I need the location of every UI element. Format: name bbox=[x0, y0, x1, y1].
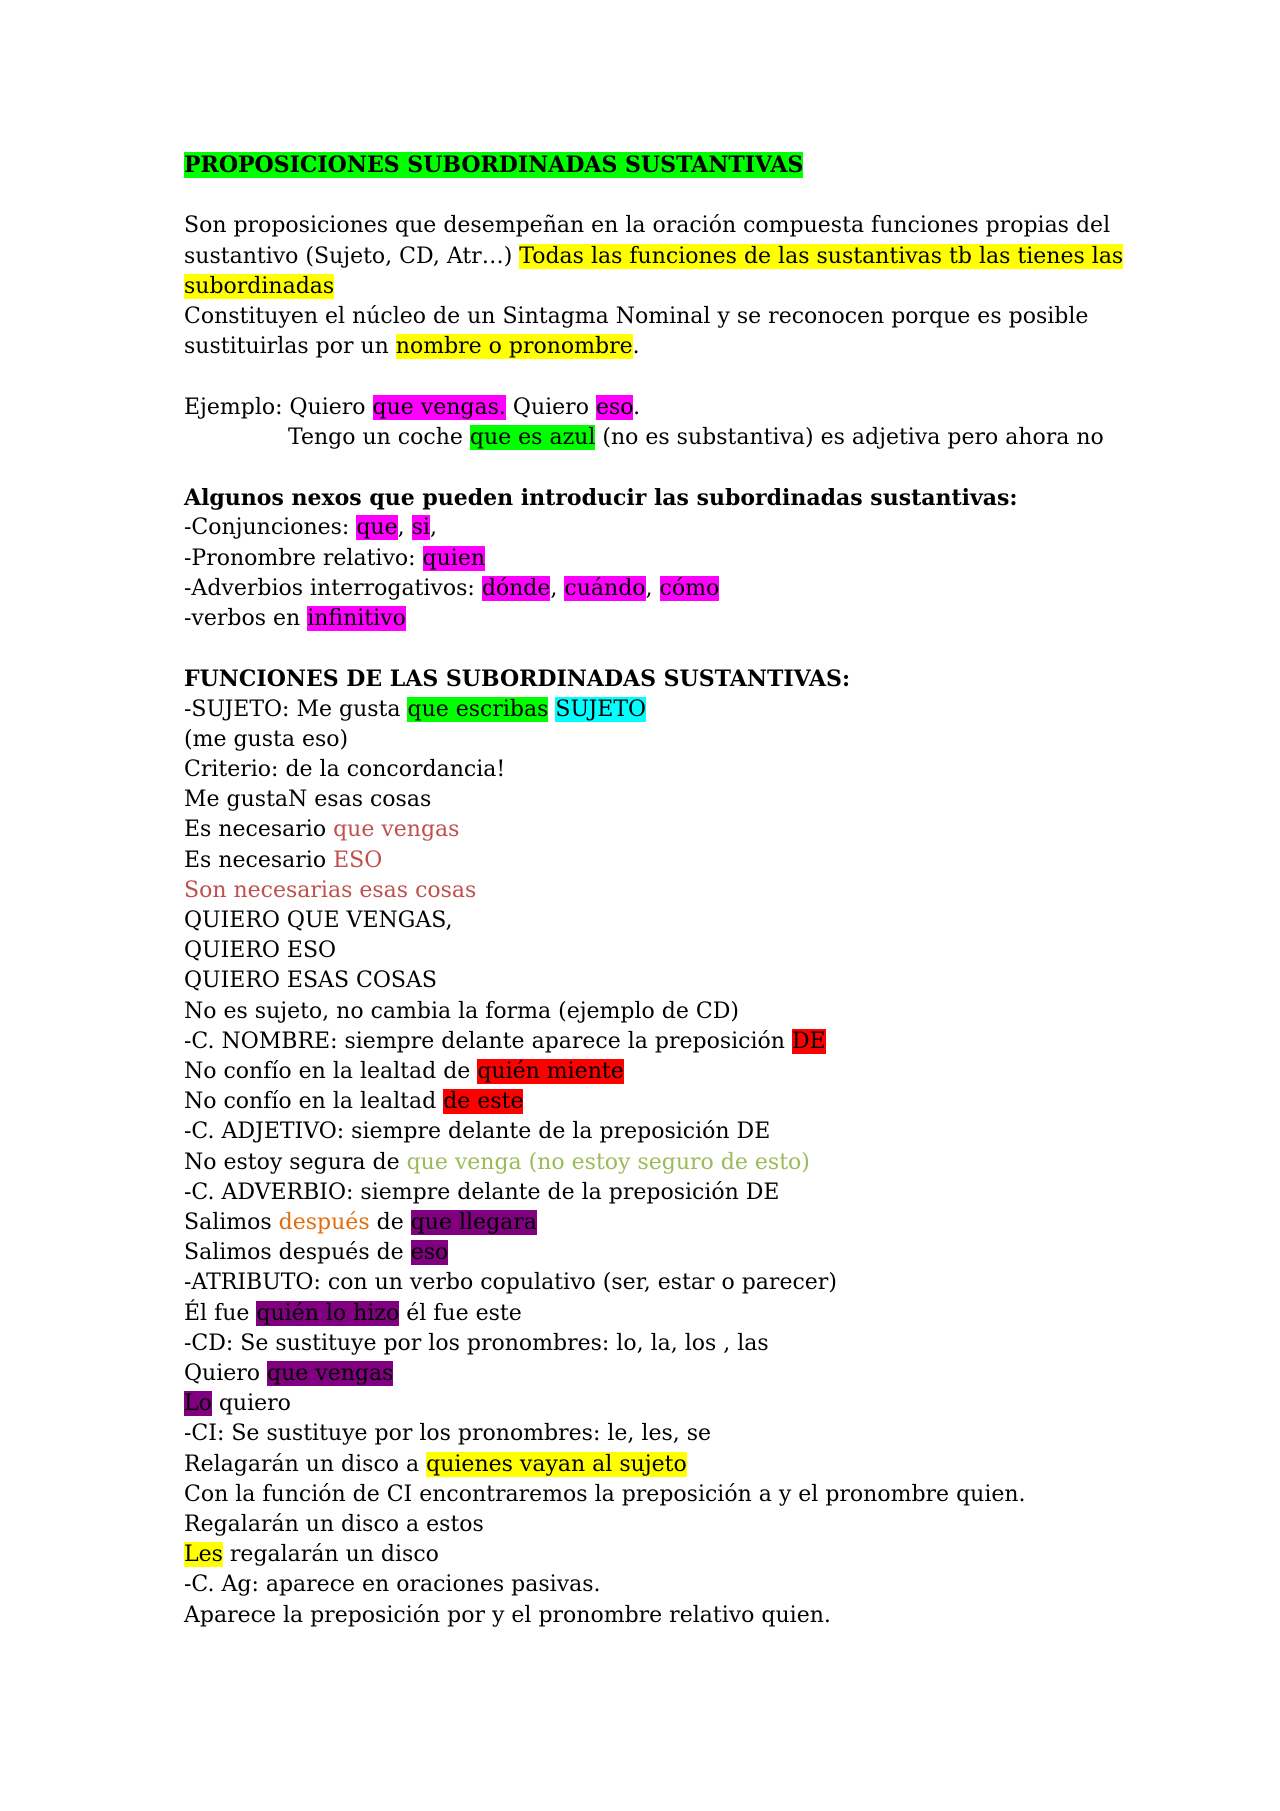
intro-text: Son proposiciones que desempeñan en la oración compuesta funciones propias del sustantivo (Sujeto, CD, Atr…) bbox=[184, 213, 1111, 269]
nexos-verbos bbox=[184, 604, 1124, 634]
funciones-line: Aparece la preposición por y el pronombre relativo quien. bbox=[184, 1602, 831, 1628]
funciones-line: -ATRIBUTO: con un verbo copulativo (ser, estar o parecer) bbox=[184, 1270, 837, 1296]
text: Salimos después de bbox=[184, 1240, 411, 1266]
funciones-line bbox=[184, 1540, 1124, 1570]
separator: , bbox=[397, 515, 412, 541]
document-content bbox=[184, 150, 1124, 1631]
funciones-line bbox=[184, 1057, 1124, 1087]
funciones-line bbox=[184, 1450, 1124, 1480]
intro-paragraph-3 bbox=[184, 332, 1124, 362]
text: Es necesario bbox=[184, 847, 334, 873]
example-line-1 bbox=[184, 393, 1124, 423]
separator: , bbox=[429, 515, 437, 541]
page-title: PROPOSICIONES SUBORDINADAS SUSTANTIVAS bbox=[184, 152, 804, 178]
highlight: DE bbox=[791, 1028, 826, 1054]
nexos-pronombre bbox=[184, 544, 1124, 574]
example-text: (no es substantiva) es adjetiva pero ahora no bbox=[595, 424, 1104, 450]
funciones-line: Regalarán un disco a estos bbox=[184, 1512, 484, 1538]
separator: , bbox=[645, 575, 660, 601]
intro-highlight: Todas las funciones de las sustantivas tb las tienes las subordinadas bbox=[184, 243, 1124, 299]
example-line-2 bbox=[184, 423, 1124, 453]
funciones-line bbox=[184, 1087, 1124, 1117]
nexo: cómo bbox=[659, 575, 720, 601]
nexo: infinitivo bbox=[307, 606, 406, 631]
highlight: Lo bbox=[184, 1391, 212, 1417]
highlight: Les bbox=[184, 1542, 223, 1568]
intro-text: sustituirlas por un bbox=[184, 334, 396, 360]
text: Quiero bbox=[184, 1361, 268, 1387]
nexos-conjunciones bbox=[184, 513, 1124, 543]
highlight: que llegara bbox=[410, 1210, 537, 1236]
highlight: quién miente bbox=[477, 1059, 624, 1085]
funciones-line bbox=[184, 1359, 1124, 1389]
nexo: dónde bbox=[481, 575, 551, 601]
example-text: Tengo un coche bbox=[288, 424, 470, 450]
funciones-line: Con la función de CI encontraremos la preposición a y el pronombre quien. bbox=[184, 1481, 1026, 1507]
separator: , bbox=[550, 575, 565, 601]
text: -C. NOMBRE: siempre delante aparece la preposición bbox=[184, 1028, 792, 1054]
highlight: que vengas bbox=[267, 1361, 394, 1387]
nexo: quien bbox=[422, 545, 486, 571]
funciones-line bbox=[184, 1299, 1124, 1329]
funciones-line bbox=[184, 1027, 1124, 1057]
nexo: cuándo bbox=[564, 575, 646, 601]
label: -Conjunciones: bbox=[184, 515, 357, 541]
text: Es necesario bbox=[184, 817, 334, 843]
nexo: si bbox=[411, 515, 430, 541]
funciones-line: -C. ADJETIVO: siempre delante de la preposición DE bbox=[184, 1119, 771, 1145]
punctuation: . bbox=[633, 394, 641, 420]
funciones-line: -CD: Se sustituye por los pronombres: lo, la, los , las bbox=[184, 1330, 769, 1356]
text: Salimos bbox=[184, 1210, 279, 1236]
nexo: que bbox=[356, 515, 398, 541]
funciones-line: -C. Ag: aparece en oraciones pasivas. bbox=[184, 1572, 601, 1598]
text: de bbox=[369, 1210, 411, 1236]
title-line bbox=[184, 150, 1124, 181]
funciones-line: No es sujeto, no cambia la forma (ejemplo de CD) bbox=[184, 998, 739, 1024]
text: -SUJETO: Me gusta bbox=[184, 696, 408, 722]
label: -Pronombre relativo: bbox=[184, 545, 423, 571]
text: No confío en la lealtad de bbox=[184, 1059, 478, 1085]
text: Él fue bbox=[184, 1300, 257, 1326]
text: No estoy segura de bbox=[184, 1149, 407, 1175]
highlight: quienes vayan al sujeto bbox=[426, 1451, 687, 1477]
funciones-line: QUIERO ESO bbox=[184, 938, 337, 964]
intro-text: Constituyen el núcleo de un Sintagma Nominal y se reconocen porque es posible bbox=[184, 304, 1089, 329]
intro-paragraph-2 bbox=[184, 302, 1124, 332]
highlight: que escribas bbox=[407, 696, 549, 722]
funciones-line bbox=[184, 1148, 1124, 1178]
colored-text: ESO bbox=[333, 847, 383, 873]
text: No confío en la lealtad bbox=[184, 1089, 444, 1115]
highlight: de este bbox=[443, 1089, 524, 1115]
punctuation: . bbox=[632, 334, 640, 360]
highlight: eso bbox=[410, 1240, 449, 1266]
funciones-line: Criterio: de la concordancia! bbox=[184, 757, 506, 782]
funciones-line: (me gusta eso) bbox=[184, 726, 349, 752]
nexos-adverbios bbox=[184, 574, 1124, 604]
text: quiero bbox=[211, 1391, 291, 1417]
colored-text: que vengas bbox=[333, 817, 460, 843]
funciones-line: QUIERO ESAS COSAS bbox=[184, 968, 437, 994]
funciones-line: QUIERO QUE VENGAS, bbox=[184, 908, 453, 934]
funciones-line bbox=[184, 846, 1124, 876]
funciones-line bbox=[184, 695, 1124, 725]
funciones-line bbox=[184, 1238, 1124, 1268]
text: él fue este bbox=[399, 1300, 522, 1326]
text: Relagarán un disco a bbox=[184, 1451, 427, 1477]
highlight: quién lo hizo bbox=[256, 1300, 400, 1326]
example-highlight: que vengas. bbox=[372, 394, 506, 420]
funciones-heading: FUNCIONES DE LAS SUBORDINADAS SUSTANTIVAS: bbox=[184, 666, 851, 693]
text: regalarán un disco bbox=[222, 1542, 439, 1568]
example-highlight: que es azul bbox=[469, 424, 596, 450]
example-text: Ejemplo: Quiero bbox=[184, 394, 373, 420]
intro-paragraph-1 bbox=[184, 211, 1124, 302]
example-highlight: eso bbox=[595, 394, 634, 420]
funciones-line bbox=[184, 1389, 1124, 1419]
nexos-heading: Algunos nexos que pueden introducir las subordinadas sustantivas: bbox=[184, 485, 1018, 512]
label: -verbos en bbox=[184, 606, 308, 631]
funciones-line: -C. ADVERBIO: siempre delante de la preposición DE bbox=[184, 1179, 780, 1205]
colored-text: que venga (no estoy seguro de esto) bbox=[406, 1149, 810, 1175]
funciones-line bbox=[184, 1208, 1124, 1238]
funciones-line: Son necesarias esas cosas bbox=[184, 877, 477, 903]
funciones-line: Me gustaN esas cosas bbox=[184, 787, 432, 813]
label: -Adverbios interrogativos: bbox=[184, 575, 482, 601]
funciones-line: -CI: Se sustituye por los pronombres: le, les, se bbox=[184, 1421, 712, 1447]
funciones-line bbox=[184, 815, 1124, 845]
example-text: Quiero bbox=[505, 394, 596, 420]
colored-text: después bbox=[278, 1210, 370, 1236]
intro-highlight: nombre o pronombre bbox=[395, 334, 633, 360]
highlight: SUJETO bbox=[555, 696, 647, 722]
